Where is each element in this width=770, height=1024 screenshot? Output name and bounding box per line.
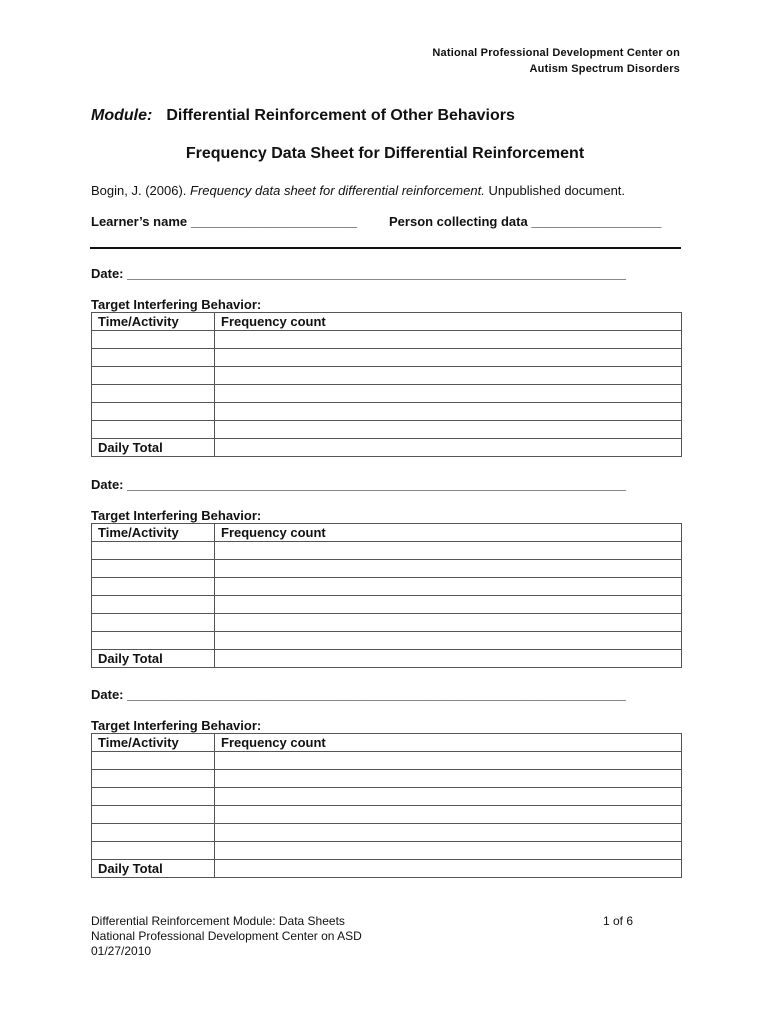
table-row (92, 596, 682, 614)
learner-name-field: Learner’s name _______________________ (91, 214, 358, 229)
count-cell[interactable] (215, 752, 682, 770)
count-cell[interactable] (215, 824, 682, 842)
module-heading (91, 107, 515, 125)
time-cell[interactable] (92, 367, 215, 385)
target-behavior-label: Target Interfering Behavior: (91, 718, 262, 733)
date-field: Date: _____________________________________________________________________ (91, 687, 626, 702)
time-cell[interactable] (92, 560, 215, 578)
count-cell[interactable] (215, 770, 682, 788)
table-row (92, 331, 682, 349)
table-row (92, 842, 682, 860)
table-row (92, 824, 682, 842)
count-cell[interactable] (215, 596, 682, 614)
count-cell[interactable] (215, 349, 682, 367)
organization-line-2: Autism Spectrum Disorders (529, 63, 680, 75)
table-row (92, 403, 682, 421)
count-cell[interactable] (215, 403, 682, 421)
count-cell[interactable] (215, 385, 682, 403)
data-section-1 (91, 266, 681, 457)
footer-info (91, 914, 362, 959)
table-row (92, 788, 682, 806)
table-row (92, 770, 682, 788)
time-activity-header: Time/Activity (92, 734, 215, 752)
frequency-count-header: Frequency count (215, 524, 682, 542)
count-cell[interactable] (215, 842, 682, 860)
daily-total-label: Daily Total (92, 439, 215, 457)
count-cell[interactable] (215, 788, 682, 806)
time-cell[interactable] (92, 578, 215, 596)
data-section-3 (91, 687, 681, 878)
time-activity-header: Time/Activity (92, 524, 215, 542)
time-cell[interactable] (92, 806, 215, 824)
sheet-title: Frequency Data Sheet for Differential Reinforcement (185, 145, 585, 162)
table-row (92, 349, 682, 367)
module-title: Differential Reinforcement of Other Behaviors (166, 107, 515, 124)
table-header-row (92, 734, 682, 752)
time-cell[interactable] (92, 614, 215, 632)
table-row (92, 632, 682, 650)
count-cell[interactable] (215, 614, 682, 632)
table-row (92, 614, 682, 632)
target-behavior-label: Target Interfering Behavior: (91, 508, 262, 523)
time-cell[interactable] (92, 842, 215, 860)
page-number: 1 of 6 (603, 914, 634, 928)
time-cell[interactable] (92, 788, 215, 806)
table-header-row (92, 524, 682, 542)
time-cell[interactable] (92, 596, 215, 614)
daily-total-row (92, 650, 682, 668)
time-activity-header: Time/Activity (92, 313, 215, 331)
count-cell[interactable] (215, 578, 682, 596)
daily-total-cell[interactable] (215, 860, 682, 878)
table-row (92, 578, 682, 596)
table-row (92, 385, 682, 403)
count-cell[interactable] (215, 367, 682, 385)
frequency-count-header: Frequency count (215, 313, 682, 331)
frequency-count-header: Frequency count (215, 734, 682, 752)
target-behavior-label: Target Interfering Behavior: (91, 297, 262, 312)
date-field: Date: _____________________________________________________________________ (91, 477, 626, 492)
count-cell[interactable] (215, 542, 682, 560)
frequency-table (91, 312, 682, 457)
person-collecting-field: Person collecting data __________________ (389, 214, 662, 229)
table-row (92, 367, 682, 385)
daily-total-cell[interactable] (215, 650, 682, 668)
daily-total-row (92, 860, 682, 878)
count-cell[interactable] (215, 560, 682, 578)
daily-total-label: Daily Total (92, 650, 215, 668)
frequency-table (91, 523, 682, 668)
data-section-2 (91, 477, 681, 668)
date-field: Date: _____________________________________________________________________ (91, 266, 626, 281)
count-cell[interactable] (215, 331, 682, 349)
table-header-row (92, 313, 682, 331)
table-row (92, 421, 682, 439)
table-row (92, 806, 682, 824)
daily-total-row (92, 439, 682, 457)
time-cell[interactable] (92, 349, 215, 367)
count-cell[interactable] (215, 421, 682, 439)
footer-line-1: Differential Reinforcement Module: Data Sheets (91, 914, 345, 928)
time-cell[interactable] (92, 385, 215, 403)
citation (91, 183, 625, 198)
count-cell[interactable] (215, 632, 682, 650)
daily-total-label: Daily Total (92, 860, 215, 878)
table-row (92, 560, 682, 578)
table-row (92, 752, 682, 770)
time-cell[interactable] (92, 632, 215, 650)
daily-total-cell[interactable] (215, 439, 682, 457)
name-fields-row (91, 214, 662, 229)
footer-date: 01/27/2010 (91, 944, 152, 958)
citation-rest: Unpublished document. (484, 183, 626, 198)
time-cell[interactable] (92, 331, 215, 349)
organization-line-1: National Professional Development Center on (432, 47, 680, 59)
time-cell[interactable] (92, 421, 215, 439)
divider-rule (90, 247, 681, 249)
footer-line-2: National Professional Development Center on ASD (91, 929, 362, 943)
frequency-table (91, 733, 682, 878)
time-cell[interactable] (92, 752, 215, 770)
citation-title: Frequency data sheet for differential reinforcement. (190, 183, 485, 198)
time-cell[interactable] (92, 403, 215, 421)
organization-header (432, 45, 680, 77)
time-cell[interactable] (92, 542, 215, 560)
time-cell[interactable] (92, 770, 215, 788)
time-cell[interactable] (92, 824, 215, 842)
module-label: Module: (91, 107, 153, 124)
citation-author: Bogin, J. (2006). (91, 183, 190, 198)
count-cell[interactable] (215, 806, 682, 824)
table-row (92, 542, 682, 560)
